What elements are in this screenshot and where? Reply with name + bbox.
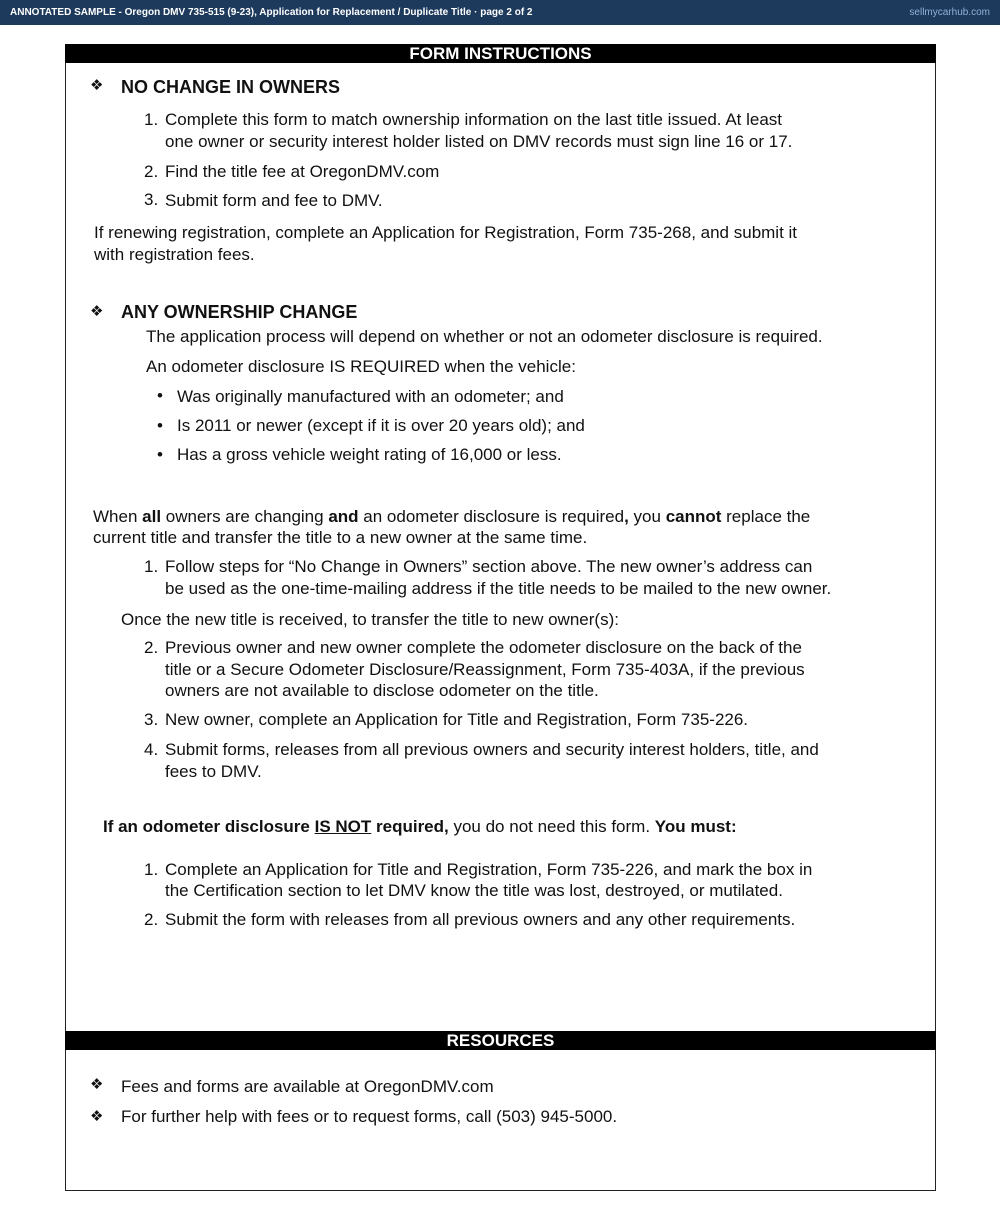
site-link[interactable]: sellmycarhub.com xyxy=(909,7,990,18)
step-text: Submit the form with releases from all previous owners and any other requirements. xyxy=(165,910,796,929)
bullet-dot: • xyxy=(157,445,163,464)
process-intro: The application process will depend on whether or not an odometer disclosure is required. xyxy=(146,327,823,346)
document-title: ANNOTATED SAMPLE - Oregon DMV 735-515 (9-23), Application for Replacement / Duplicate Title · page 2 of 2 xyxy=(10,7,533,18)
step-text: be used as the one-time-mailing address if the title needs to be mailed to the new owner. xyxy=(165,579,832,598)
resource-item: Fees and forms are available at OregonDMV.com xyxy=(121,1077,494,1096)
resources-header: RESOURCES xyxy=(65,1031,936,1050)
step-number: 2. xyxy=(144,638,159,657)
diamond-bullet-icon: ❖ xyxy=(90,77,104,94)
step-text: owners are not available to disclose odometer on the title. xyxy=(165,681,599,700)
step-number: 1. xyxy=(144,557,159,576)
step-number: 3. xyxy=(144,710,159,729)
bullet-dot: • xyxy=(157,386,163,405)
odometer-required-intro: An odometer disclosure IS REQUIRED when the vehicle: xyxy=(146,357,576,376)
no-change-heading: NO CHANGE IN OWNERS xyxy=(121,77,341,97)
step-number: 2. xyxy=(144,162,159,181)
any-change-heading: ANY OWNERSHIP CHANGE xyxy=(121,302,358,322)
step-text: title or a Secure Odometer Disclosure/Reassignment, Form 735-403A, if the previous xyxy=(165,660,805,679)
criteria-item: Has a gross vehicle weight rating of 16,000 or less. xyxy=(177,445,562,464)
all-owners-changing-paragraph: When all owners are changing and an odometer disclosure is required, you cannot replace the xyxy=(93,507,811,526)
renewal-note: with registration fees. xyxy=(94,245,255,264)
step-text: Submit forms, releases from all previous owners and security interest holders, title, and xyxy=(165,740,819,759)
form-instructions-header: FORM INSTRUCTIONS xyxy=(65,44,936,63)
step-text: one owner or security interest holder listed on DMV records must sign line 16 or 17. xyxy=(165,132,793,151)
step-number: 2. xyxy=(144,910,159,929)
diamond-bullet-icon: ❖ xyxy=(90,1108,104,1125)
renewal-note: If renewing registration, complete an Application for Registration, Form 735-268, and submit it xyxy=(94,223,798,242)
diamond-bullet-icon: ❖ xyxy=(90,1076,104,1093)
step-text: Follow steps for “No Change in Owners” section above. The new owner’s address can xyxy=(165,557,813,576)
step-number: 1. xyxy=(144,110,159,129)
step-text: New owner, complete an Application for Title and Registration, Form 735-226. xyxy=(165,710,749,729)
step-number: 3. xyxy=(144,190,159,209)
step-text: Find the title fee at OregonDMV.com xyxy=(165,162,440,181)
step-number: 4. xyxy=(144,740,159,759)
not-required-paragraph: If an odometer disclosure IS NOT required, you do not need this form. You must: xyxy=(103,817,737,836)
all-owners-changing-paragraph: current title and transfer the title to a new owner at the same time. xyxy=(93,528,588,547)
step-text: Complete an Application for Title and Registration, Form 735-226, and mark the box in xyxy=(165,860,813,879)
bullet-dot: • xyxy=(157,416,163,435)
criteria-item: Is 2011 or newer (except if it is over 20 years old); and xyxy=(177,416,585,435)
step-text: Previous owner and new owner complete the odometer disclosure on the back of the xyxy=(165,638,802,657)
criteria-item: Was originally manufactured with an odometer; and xyxy=(177,387,564,406)
diamond-bullet-icon: ❖ xyxy=(90,303,104,320)
step-text: fees to DMV. xyxy=(165,762,262,781)
top-bar xyxy=(0,0,1000,25)
step-text: the Certification section to let DMV know the title was lost, destroyed, or mutilated. xyxy=(165,881,783,900)
step-text: Submit form and fee to DMV. xyxy=(165,191,383,210)
step-text: Complete this form to match ownership information on the last title issued. At least xyxy=(165,110,783,129)
resource-item: For further help with fees or to request forms, call (503) 945-5000. xyxy=(121,1107,618,1126)
step-number: 1. xyxy=(144,860,159,879)
once-received-note: Once the new title is received, to transfer the title to new owner(s): xyxy=(121,610,619,629)
